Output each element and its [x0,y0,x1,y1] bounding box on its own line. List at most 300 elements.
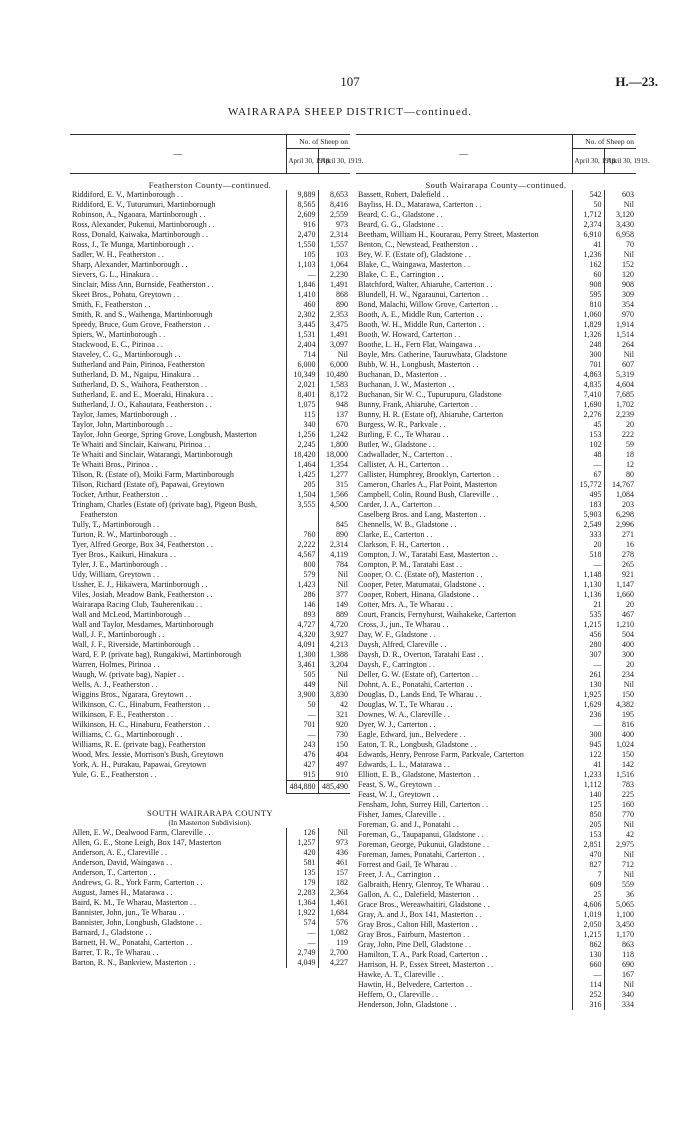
sheep-1918: 125 [572,800,604,810]
owner-name: Grace Bros., Wereawhaitiri, Gladstone . . [358,900,490,909]
sheep-1919: 8,653 [318,190,350,200]
owner-name: Fisher, James, Clareville . . [358,810,445,819]
sheep-1919: 3,204 [318,660,350,670]
owner-name: Sutherland, E. and E., Moeraki, Hinakura . . [72,390,213,399]
section-title: Featherston County—continued. [148,180,272,190]
sheep-1919: 1,147 [604,580,636,590]
sheep-1918: 3,461 [286,660,318,670]
table-row [356,840,636,850]
owner-name: Tocker, Arthur, Featherston . . [72,490,168,499]
sheep-1919: 340 [604,990,636,1000]
sheep-1918: 236 [572,710,604,720]
owner-name: Tilson, Richard (Estate of), Papawai, Greytown [72,480,225,489]
sheep-1918: 1,075 [286,400,318,410]
owner-name: Allen, G. E., Stone Leigh, Box 147, Masterton [72,838,222,847]
owner-name: Bunny, Frank, Ahiaruhe, Carterton . . [358,400,478,409]
sheep-1919: 461 [318,858,350,868]
table-row [356,470,636,480]
sheep-1919: 6,298 [604,510,636,520]
owner-name: Gray, John, Pine Dell, Gladstone . . [358,940,472,949]
sheep-1918: 3,445 [286,320,318,330]
table-row [356,780,636,790]
sheep-1918: 827 [572,860,604,870]
table-row [70,570,350,580]
document-reference: H.—23. [615,74,658,89]
sheep-1919: 948 [318,400,350,410]
sheep-1918: 449 [286,680,318,690]
table-row [70,858,350,868]
sheep-1919: 334 [604,1000,636,1010]
sheep-1918: 1,690 [572,400,604,410]
owner-name: Wilkinson, F. E., Featherston . . [72,710,174,719]
sheep-1918: 4,320 [286,630,318,640]
sheep-1918: 1,257 [286,838,318,848]
sheep-1919: 354 [604,300,636,310]
table-row [70,898,350,908]
sheep-1918: 183 [572,500,604,510]
table-row [70,220,350,230]
sheep-1919: 4,119 [318,550,350,560]
sheep-1918: 2,276 [572,410,604,420]
sheep-1919: 1,566 [318,490,350,500]
owner-name: Wall and Taylor, Mesdames, Martinborough [72,620,214,629]
owner-name: Dyer, W. J., Carterton . . [358,720,436,729]
sheep-1919: 607 [604,360,636,370]
sheep-1918: — [286,710,318,720]
table-row [70,760,350,770]
owner-name: Caselberg Bros. and Lang, Masterton . . [358,510,486,519]
sheep-1919: 18 [604,450,636,460]
sheep-1918: 701 [572,360,604,370]
owner-name: Compton, P. M., Taratahi East . . [358,560,463,569]
table-row [356,320,636,330]
owner-name: Burling, F. C., Te Wharau . . [358,430,449,439]
owner-name: Warren, Holmes, Pirinoa . . [72,660,160,669]
table-row [356,310,636,320]
table-row [356,730,636,740]
owner-name: Callister, Humphrey, Brooklyn, Carterton . . [358,470,499,479]
owner-name: Hawtin, H., Belvedere, Carterton . . [358,980,472,989]
sheep-1918: 1,236 [572,250,604,260]
sheep-1919: 149 [318,600,350,610]
table-row [70,590,350,600]
sheep-1918: 2,374 [572,220,604,230]
owner-name: Boothe, L. H., Fern Flat, Waingawa . . [358,340,481,349]
sheep-1919: 278 [604,550,636,560]
owner-name: Beard, G. G., Gladstone . . [358,220,444,229]
sheep-1919: 120 [604,270,636,280]
owner-name: Foreman, G. and J., Ponatahi . . [358,820,459,829]
sheep-1918: 2,470 [286,230,318,240]
table-row [70,918,350,928]
owner-name: Ross, J., Te Munga, Martinborough . . [72,240,194,249]
sheep-1919: 321 [318,710,350,720]
owner-name: Bannister, John, jun., Te Wharau . . [72,908,185,917]
table-row [356,400,636,410]
owner-name: Foreman, George, Pukunui, Gladstone . . [358,840,489,849]
header-year-1918: April 30, 1918. [572,149,604,174]
sheep-1919: 784 [318,560,350,570]
sheep-1918: 6,910 [572,230,604,240]
sheep-1918: 1,300 [286,650,318,660]
sheep-1918: 595 [572,290,604,300]
table-row [356,280,636,290]
header-year-1918: April 30, 1918. [286,149,318,174]
sheep-1918: 2,245 [286,440,318,450]
sheep-1919: 264 [604,340,636,350]
table-row [356,940,636,950]
sheep-1919: 1,100 [604,910,636,920]
sheep-1918: 261 [572,670,604,680]
sheep-1918: 1,925 [572,690,604,700]
sheep-1918: 2,222 [286,540,318,550]
sheep-1919: 8,172 [318,390,350,400]
sheep-1918: 1,846 [286,280,318,290]
sheep-1918: 9,889 [286,190,318,200]
table-row [356,240,636,250]
table-row [356,670,636,680]
sheep-1919: 504 [604,630,636,640]
table-row [356,440,636,450]
table-row [356,220,636,230]
table-row [356,410,636,420]
owner-name: Baird, K. M., Te Wharau, Masterton . . [72,898,197,907]
sheep-1918: 1,629 [572,700,604,710]
owner-name: Tyler, J. E., Martinborough . . [72,560,167,569]
sheep-1919: 80 [604,470,636,480]
table-row [70,250,350,260]
sheep-1918: 1,136 [572,590,604,600]
sheep-1919: 1,800 [318,440,350,450]
owner-name: Edwards, L. L., Matarawa . . [358,760,450,769]
sheep-1919: 783 [604,780,636,790]
table-row [356,640,636,650]
header-blank: — [70,135,286,174]
sheep-1918: 518 [572,550,604,560]
sheep-1918: — [286,928,318,938]
table-row [70,560,350,570]
sheep-table [70,134,364,968]
owner-name: Wairarapa Racing Club, Tauherenikau . . [72,600,203,609]
sheep-1918: 300 [572,350,604,360]
owner-name: Douglas, W. T., Te Wharau . . [358,700,453,709]
table-row [356,860,636,870]
owner-name: Andrews, G. R., York Farm, Carterton . . [72,878,203,887]
table-row [70,430,350,440]
sheep-1919: 2,314 [318,540,350,550]
table-row [356,770,636,780]
owner-name: Foreman, G., Taupapanui, Gladstone . . [358,830,484,839]
sheep-1919: 436 [318,848,350,858]
sheep-1919: 167 [604,970,636,980]
sheep-1919: 5,065 [604,900,636,910]
header-year-1919: April 30, 1919. [604,149,636,174]
table-row [70,470,350,480]
sheep-1919: 730 [318,730,350,740]
table-row [356,990,636,1000]
table-row [70,838,350,848]
sheep-1918: 20 [572,540,604,550]
table-row [70,580,350,590]
sheep-1919: Nil [604,680,636,690]
table-row [356,360,636,370]
sheep-1918: — [286,730,318,740]
sheep-1918: 7 [572,870,604,880]
sheep-1918: 2,609 [286,210,318,220]
sheep-1918: 470 [572,850,604,860]
owner-name: Te Whaiti and Sinclair, Kaiwaru, Pirinoa . . [72,440,211,449]
sheep-1919: Nil [604,820,636,830]
sheep-1919: 1,024 [604,740,636,750]
owner-name: Cooper, O. C. (Estate of), Masterton . . [358,570,483,579]
owner-name: Bunny, H. R. (Estate of), Ahiaruhe, Carterton [358,410,504,419]
table-row [70,540,350,550]
total-1919: 485,490 [318,781,350,794]
sheep-1918: 333 [572,530,604,540]
sheep-1919: 921 [604,570,636,580]
page-number: 107 [340,74,360,89]
sheep-1919: 10,480 [318,370,350,380]
sheep-1918: 2,851 [572,840,604,850]
owner-name: Blatchford, Walter, Ahiaruhe, Carterton . . [358,280,493,289]
table-row [356,420,636,430]
owner-name: Wood, Mrs. Jessie, Morrison's Bush, Greytown [72,750,224,759]
sheep-1919: 1,491 [318,330,350,340]
owner-name: Cadwallader, N., Carterton . . [358,450,453,459]
sheep-1918: — [572,460,604,470]
sheep-1919: 4,213 [318,640,350,650]
sheep-1918 [286,520,318,530]
section-gap [70,794,350,803]
sheep-1919: 14,767 [604,480,636,490]
sheep-1918: 45 [572,420,604,430]
owner-name: Elliott, E. B., Gladstone, Masterton . . [358,770,480,779]
sheep-1919: Nil [604,980,636,990]
sheep-1918: 122 [572,750,604,760]
sheep-1918: 1,712 [572,210,604,220]
table-row [356,700,636,710]
table-row [356,920,636,930]
table-row [356,800,636,810]
owner-name: Udy, William, Greytown . . [72,570,159,579]
table-row [356,380,636,390]
table-row [70,230,350,240]
sheep-1919: 467 [604,610,636,620]
owner-name: Cotter, Mrs. A., Te Wharau . . [358,600,453,609]
sheep-1918: 130 [572,680,604,690]
table-row [356,580,636,590]
sheep-1918: 915 [286,770,318,781]
table-row [70,650,350,660]
sheep-1918: 916 [286,220,318,230]
sheep-1918: 945 [572,740,604,750]
owner-name: Tilson, R. (Estate of), Moiki Farm, Martinborough [72,470,234,479]
sheep-1919: 3,927 [318,630,350,640]
sheep-1919: 400 [604,640,636,650]
sheep-1918: 252 [572,990,604,1000]
owner-name: Callister, A. H., Carterton . . [358,460,449,469]
owner-name: Bond, Malachi, Willow Grove, Carterton . . [358,300,498,309]
sheep-1919: 1,516 [604,770,636,780]
owner-name: Heffern, O., Clareville . . [358,990,439,999]
sheep-1919: 3,830 [318,690,350,700]
sheep-1919: Nil [318,670,350,680]
table-row [70,200,350,210]
sheep-table [356,134,650,1010]
owner-name: Allen, E. W., Dealwood Farm, Clareville . . [72,828,211,837]
gap-cell [70,794,350,803]
owner-name: Burgess, W. R., Parkvale . . [358,420,446,429]
table-row [70,640,350,650]
sheep-1919: 497 [318,760,350,770]
table-row [70,520,350,530]
sheep-1918: 574 [286,918,318,928]
sheep-1919: 7,685 [604,390,636,400]
sheep-1919: Nil [318,350,350,360]
table-row [356,960,636,970]
owner-name: Day, W. F., Gladstone . . [358,630,436,639]
sheep-1919: 1,210 [604,620,636,630]
sheep-1919: 863 [604,940,636,950]
owner-name: Ussher, E. J., Hikawera, Martinborough . . [72,580,208,589]
sheep-1919: 400 [604,730,636,740]
sheep-1919: 1,660 [604,590,636,600]
owner-name: Robinson, A., Ngaoara, Martinborough . . [72,210,206,219]
sheep-1918: 67 [572,470,604,480]
sheep-1918: — [572,660,604,670]
owner-name: Williams, C. G., Martinborough . . [72,730,183,739]
sheep-1918: 60 [572,270,604,280]
table-row [356,850,636,860]
sheep-1918: 5,903 [572,510,604,520]
sheep-1918: 908 [572,280,604,290]
sheep-1919: 118 [604,950,636,960]
table-row [70,380,350,390]
owner-name: Deller, G. W. (Estate of), Carterton . . [358,670,478,679]
table-row [356,870,636,880]
sheep-1919: 890 [318,300,350,310]
table-row [356,710,636,720]
sheep-1919: 1,491 [318,280,350,290]
sheep-1919: 404 [318,750,350,760]
sheep-1919: 6,000 [318,360,350,370]
table-row [70,610,350,620]
table-row [356,260,636,270]
table-row [356,680,636,690]
sheep-1918: 460 [286,300,318,310]
sheep-1919: Nil [318,580,350,590]
column-header-row [356,135,636,149]
sheep-1919: 137 [318,410,350,420]
owner-name: Daysh, Alfred, Clareville . . [358,640,447,649]
sheep-1918: 1,103 [286,260,318,270]
sheep-1918: 4,606 [572,900,604,910]
sheep-1919: 234 [604,670,636,680]
sheep-1919: 868 [318,290,350,300]
sheep-1918: 1,423 [286,580,318,590]
owner-name: Gray Bros., Calton Hill, Masterton . . [358,920,478,929]
sheep-1918: 2,404 [286,340,318,350]
sheep-1919: Nil [604,250,636,260]
sheep-1919: 150 [604,750,636,760]
table-row [70,490,350,500]
table-row [356,500,636,510]
sheep-1918: 248 [572,340,604,350]
table-row [356,610,636,620]
header-sheep-count: No. of Sheep on [286,135,350,149]
table-row [356,560,636,570]
sheep-1919: 150 [604,690,636,700]
sheep-1919: 3,430 [604,220,636,230]
sheep-1918: 286 [286,590,318,600]
section-title-row [70,174,350,191]
sheep-1918: 130 [572,950,604,960]
sheep-1918: 4,091 [286,640,318,650]
table-row [70,848,350,858]
sheep-1919: 160 [604,800,636,810]
owner-name: Bubb, W. H., Longbush, Masterton . . [358,360,479,369]
table-row [356,900,636,910]
owner-name: Sadler, W. H., Featherston . . [72,250,164,259]
table-row [356,630,636,640]
table-row [356,760,636,770]
table-row [356,300,636,310]
sheep-1918: 25 [572,890,604,900]
owner-name: Compton, J. W., Taratahi East, Masterton . . [358,550,498,559]
owner-name: Booth, A. E., Middle Run, Carterton . . [358,310,483,319]
sheep-1919: 1,170 [604,930,636,940]
owner-name: Staveley, C. G., Martinborough . . [72,350,181,359]
sheep-1918: 21 [572,600,604,610]
sheep-1918: 1,148 [572,570,604,580]
sheep-1918: 2,749 [286,948,318,958]
sheep-1919: 2,230 [318,270,350,280]
sheep-1919: 712 [604,860,636,870]
sheep-1919: 816 [604,720,636,730]
sheep-1919: 1,064 [318,260,350,270]
sheep-1919: 18,000 [318,450,350,460]
sheep-1919: 265 [604,560,636,570]
owner-name: Wall, J. F., Riverside, Martinborough . . [72,640,199,649]
owner-name: Smith, R. and S., Waihenga, Martinborough [72,310,213,319]
sheep-1919: 222 [604,430,636,440]
table-row [70,928,350,938]
sheep-1918: 10,349 [286,370,318,380]
owner-name: Carder, J. A., Carterton . . [358,500,441,509]
owner-name: Beard, C. G., Gladstone . . [358,210,443,219]
owner-name: Gallon, A. C., Dalefield, Masterton . . [358,890,479,899]
sheep-1918: 205 [572,820,604,830]
table-row [356,910,636,920]
table-row [356,570,636,580]
table-row [356,510,636,520]
table-row [70,710,350,720]
owner-name: Cross, J., jun., Te Wharau . . [358,620,449,629]
sheep-1919: 103 [318,250,350,260]
table-row [356,890,636,900]
sheep-1918: 153 [572,830,604,840]
sheep-1918: 609 [572,880,604,890]
sheep-1919: 42 [604,830,636,840]
owner-name: Wiggins Bros., Ngarara, Greytown . . [72,690,192,699]
sheep-1918: 1,130 [572,580,604,590]
owner-name: Te Whaiti and Sinclair, Watarangi, Martinborough [72,450,233,459]
header-blank: — [356,135,572,174]
table-row [70,290,350,300]
sheep-1918: 140 [572,790,604,800]
sheep-1919: 59 [604,440,636,450]
owner-name: August, James H., Matarawa . . [72,888,173,897]
